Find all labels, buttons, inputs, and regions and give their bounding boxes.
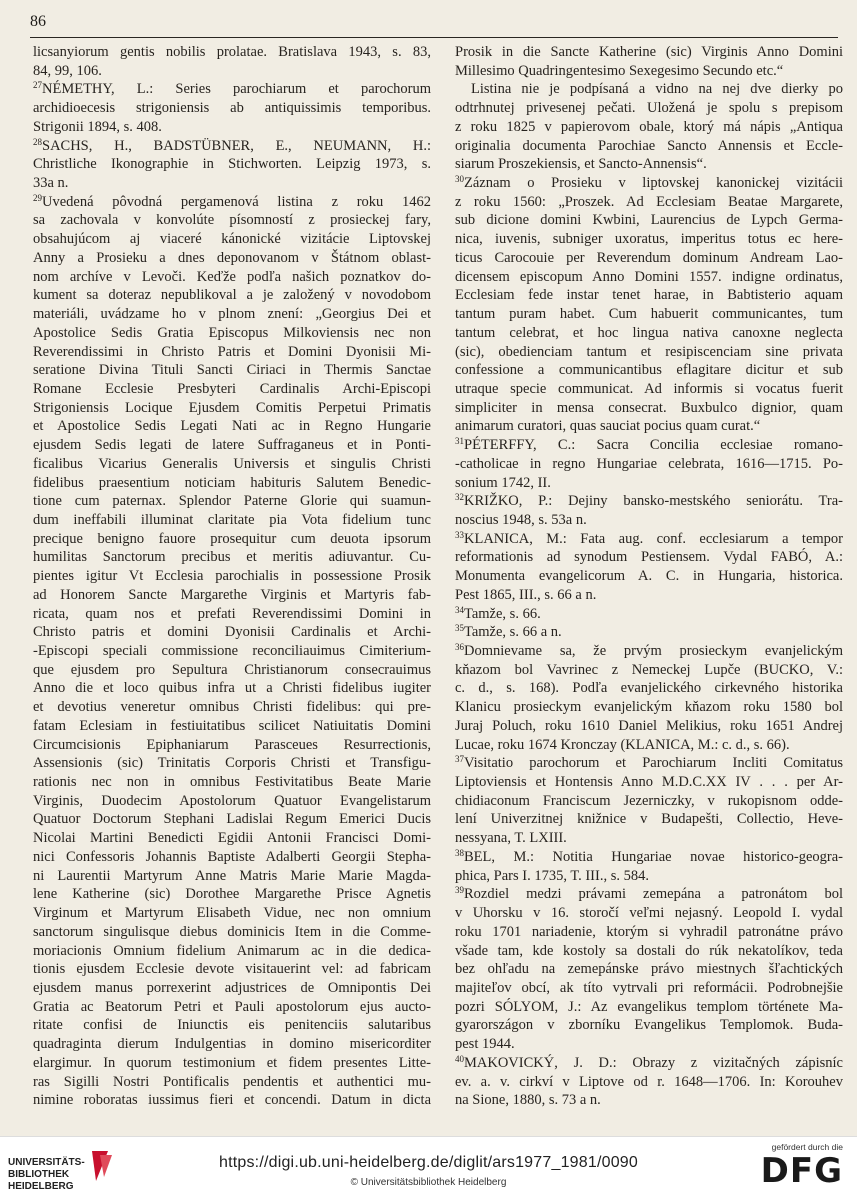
line-text: z roku 1560: „Proszek. Ad Ecclesiam Beatae Margarete,: [455, 193, 843, 210]
line-text: rationis nec non in omnibus Festivitatibus Beate Marie: [33, 774, 431, 791]
text-line: [455, 137, 843, 156]
line-text: archidioecesis strigoniensis ab antiquissimis temporibus.: [33, 100, 431, 117]
text-line: [455, 230, 843, 249]
line-text: seratione Divina Tituli Sancti Ciriaci in Thermis Sanctae: [33, 362, 431, 379]
text-line: [33, 268, 431, 287]
line-text: nessyana, T. LXIII.: [455, 830, 567, 847]
text-line: [455, 324, 843, 343]
text-line: [455, 642, 843, 661]
footnote-number: 40: [455, 1053, 464, 1064]
line-text: Lucae, roku 1674 Kronczay (KLANICA, M.: c. d., s. 66).: [455, 736, 790, 753]
text-line: [455, 1035, 843, 1054]
text-line: [33, 1016, 431, 1035]
line-text: Liptoviensis et Hontensis Anno M.D.C.XX IV . . . per Ar-: [455, 774, 843, 791]
text-line: [33, 436, 431, 455]
text-line: [455, 211, 843, 230]
text-line: [455, 43, 843, 62]
line-text: Strigoniensis Locique Ejusdem Comitis Perpetui Primatis: [33, 399, 431, 416]
text-line: [455, 118, 843, 137]
line-text: PÉTERFFY, C.: Sacra Concilia ecclesiae romano-: [464, 437, 843, 454]
line-text: ritate confisi de Iniunctis eis penitenciis salutaribus: [33, 1017, 431, 1034]
line-text: odtrhnutej privesenej pečati. Uložená je spolu s prepisom: [455, 100, 843, 117]
line-text: KRIŽKO, P.: Dejiny bansko-mestského seniorátu. Tra-: [464, 493, 843, 510]
text-line: [455, 380, 843, 399]
footnote-number: 37: [455, 754, 464, 765]
text-line: [33, 754, 431, 773]
text-line: [33, 155, 431, 174]
text-line: [455, 436, 843, 455]
line-text: fatam Eclesiam in festiuitatibus scilicet Natiuitatis Domini: [33, 717, 431, 734]
footnote-number: 27: [33, 80, 42, 91]
line-text: NÉMETHY, L.: Series parochiarum et parochorum: [42, 81, 431, 98]
line-text: BEL, M.: Notitia Hungariae novae historico-geogra-: [464, 848, 843, 865]
line-text: ficalibus Vicarius Generalis Universis et singulis Christi: [33, 455, 431, 472]
line-text: originalia documenta Parochiae Sancto Annensis et Eccle-: [455, 137, 843, 154]
text-line: [33, 324, 431, 343]
line-text: Uvedená pôvodná pergamenová listina z roku 1462: [42, 193, 431, 210]
footnote-number: 36: [455, 642, 464, 652]
text-line: [33, 80, 431, 99]
text-line: [455, 829, 843, 848]
line-text: quadraginta dierum Indulgentias in domino misericorditer: [33, 1036, 431, 1053]
text-line: [455, 792, 843, 811]
text-line: [33, 286, 431, 305]
line-text: Circumcisionis Epiphaniarum Parasceues Resurrectionis,: [33, 736, 431, 753]
line-text: Virginum et Martyrum Elisabeth Vidue, nec non omnium: [33, 905, 431, 922]
text-line: [455, 1054, 843, 1073]
text-line: [33, 137, 431, 156]
text-line: [33, 62, 431, 81]
text-line: [455, 998, 843, 1017]
line-text: ni Laurentii Martyrum Anne Matris Marie Marie Magda-: [33, 867, 431, 884]
line-text: lení Univerzitnej knižnice v Budapešti, Collectio, Heve-: [455, 811, 843, 828]
line-text: reformationis ad synodum Pestiensem. Vydal FABÓ, A.:: [455, 549, 843, 566]
line-text: simpliciter in mensa consecrat. Buxbulco dignior, quam: [455, 399, 843, 416]
footnote-number: 30: [455, 174, 464, 185]
text-line: [455, 679, 843, 698]
dfg-logo[interactable]: DFG: [760, 1151, 843, 1191]
line-text: ricata, quam nos et prefati Reverendissimi Domini in: [33, 605, 431, 622]
text-line: [33, 474, 431, 493]
footnote-number: 38: [455, 847, 464, 858]
text-line: [33, 998, 431, 1017]
line-text: Assensionis (sic) Trinitatis Corporis Christi et Transfigu-: [33, 755, 431, 772]
text-line: [33, 829, 431, 848]
text-line: [455, 417, 843, 436]
line-text: ras Sigilli Nostri Pontificalis pendentis et authentici mu-: [33, 1073, 431, 1090]
line-text: -catholicae in regno Hungariae celebrata, 1616—1715. Po-: [455, 455, 843, 472]
line-text: Christliche Ikonographie in Stichworten. Leipzig 1973, s.: [33, 156, 431, 173]
text-line: [455, 605, 843, 624]
line-text: nom archíve v Levoči. Keďže podľa našich poznatkov do-: [33, 268, 431, 285]
text-line: [455, 155, 843, 174]
line-text: 33a n.: [33, 175, 69, 192]
line-text: sa zachovala v konvolúte písomností z prosieckej fary,: [33, 212, 431, 229]
line-text: Strigonii 1894, s. 408.: [33, 118, 162, 135]
text-line: [455, 867, 843, 886]
line-text: ejusdem manus porrexerint adjustrices de Omnipontis Dei: [33, 979, 431, 996]
text-line: [33, 773, 431, 792]
text-line: [33, 885, 431, 904]
line-text: Rozdiel medzi právami zemepána a patronátom bol: [464, 886, 843, 903]
left-text-column: [33, 43, 431, 1110]
line-text: Prosik in die Sancte Katherine (sic) Virginis Anno Domini: [455, 44, 843, 60]
line-text: majiteľov obcí, ak títo vytrvali pri reformácii. Podrobnejšie: [455, 979, 843, 996]
line-text: Nicolai Martini Benedicti Egidii Antonii Francisci Domi-: [33, 830, 431, 847]
line-text: MAKOVICKÝ, J. D.: Obrazy z vizitačných zápisníc: [464, 1054, 843, 1071]
footnote-number: 33: [455, 529, 464, 540]
text-line: [455, 99, 843, 118]
doi-link[interactable]: https://digi.ub.uni-heidelberg.de/diglit/ars1977_1981/0090: [218, 1154, 638, 1171]
line-text: v Uhorsku v 16. storočí veľmi nejasný. Leopold I. vydal: [455, 905, 843, 922]
text-line: [33, 586, 431, 605]
text-line: [455, 810, 843, 829]
line-text: na Sione, 1880, s. 73 a n.: [455, 1092, 601, 1109]
line-text: všade tam, kde kostoly sa dostali do rúk nekatolíkov, teda: [455, 942, 843, 959]
text-line: [33, 605, 431, 624]
text-line: [33, 99, 431, 118]
text-line: [455, 474, 843, 493]
line-text: Apostolice Sedis Gratia Episcopus Milkoviensis nec non: [33, 324, 431, 341]
line-text: Ecclesiam fede instar tenet harae, in Babtisterio aquam: [455, 287, 843, 304]
line-text: chidiaconum Franciscum Jezerniczky, v rukopisnom odde-: [455, 792, 843, 809]
text-line: [33, 1073, 431, 1092]
text-line: [33, 548, 431, 567]
text-line: [33, 417, 431, 436]
line-text: que ejusdem pro Sepultura Christianorum consecrauimus: [33, 661, 431, 678]
line-text: Záznam o Prosieku v liptovskej kanonickej vizitácii: [464, 175, 843, 192]
text-line: [33, 174, 431, 193]
text-line: [455, 904, 843, 923]
line-text: Listina nie je podpísaná a vidno na nej dve dierky po: [471, 81, 843, 98]
text-line: [33, 979, 431, 998]
line-text: precique benigno fauore prosequitur cum deuota ipsorum: [33, 530, 431, 547]
line-text: noscius 1948, s. 53a n.: [455, 511, 587, 528]
text-line: [33, 642, 431, 661]
line-text: nici Confessoris Johannis Baptiste Adalberti Georgii Stepha-: [33, 848, 431, 865]
line-text: Virginis, Duodecim Apostolorum Quatuor Evangelistarum: [33, 792, 431, 809]
line-text: obsahujúcom aj viaceré kánonické vizitácie Liptovskej: [33, 231, 431, 248]
text-line: [455, 623, 843, 642]
right-text-column: [455, 43, 843, 1110]
line-text: z roku 1825 v papierovom obale, ktorý má nápis „Antiqua: [455, 118, 843, 135]
line-text: tantum puram habet. Cum habuerit communicantes, tum: [455, 306, 843, 323]
text-line: [455, 754, 843, 773]
line-text: tione cum paternax. Splendor Paterne Glorie qui suamun-: [33, 493, 431, 510]
footnote-number: 29: [33, 192, 42, 203]
text-line: [33, 698, 431, 717]
line-text: Tamže, s. 66 a n.: [464, 624, 562, 641]
line-text: utraque specie communicat. Ad informis si vocatus fuerit: [455, 380, 843, 397]
line-text: Anno die et loco quibus infra ut a Christi fidelibus iugiter: [33, 680, 431, 697]
line-text: Visitatio parochorum et Parochiarum Incliti Comitatus: [464, 755, 843, 772]
line-text: Monumenta evangelicorum A. C. in Hungaria, historica.: [455, 568, 843, 585]
text-line: [455, 942, 843, 961]
text-line: [455, 1091, 843, 1110]
text-line: [455, 960, 843, 979]
text-line: [33, 1035, 431, 1054]
line-text: ticus Carocouie per Reverendum dominum Andream Lao-: [455, 249, 843, 266]
text-line: [455, 361, 843, 380]
text-line: [33, 492, 431, 511]
page-number: 86: [30, 13, 46, 30]
line-text: Romane Ecclesie Presbyteri Cardinalis Archi-Episcopi: [33, 380, 431, 397]
text-line: [455, 249, 843, 268]
text-line: [33, 942, 431, 961]
text-line: [455, 548, 843, 567]
line-text: animarum curatori, quas sauciat pocius quam curat.“: [455, 418, 761, 435]
text-line: [455, 1016, 843, 1035]
text-line: [33, 867, 431, 886]
copyright-text: © Universitätsbibliothek Heidelberg: [350, 1177, 507, 1188]
line-text: kument sa doteraz nepublikoval a je založený v novodobom: [33, 287, 431, 304]
text-line: [455, 773, 843, 792]
line-text: 84, 99, 106.: [33, 62, 102, 79]
footnote-number: 31: [455, 436, 464, 447]
line-text: sonium 1742, II.: [455, 474, 551, 491]
line-text: moriacionis Omnium fidelium Animarum ac in die dedica-: [33, 942, 431, 959]
university-line-2: BIBLIOTHEK: [8, 1169, 70, 1180]
text-line: [455, 848, 843, 867]
text-line: [33, 736, 431, 755]
text-line: [33, 211, 431, 230]
line-text: licsanyiorum gentis nobilis prolatae. Bratislava 1943, s. 83,: [33, 44, 431, 60]
line-text: -Episcopi speciali commissione reconciliauimus Cimiterium-: [33, 643, 431, 659]
line-text: kňazom bol Vavrinec z Nemeckej Lupče (BUCKO, V.:: [455, 661, 843, 678]
text-line: [455, 193, 843, 212]
line-text: humilitas Sanctorum precibus et meritis adiuvantur. Cu-: [33, 549, 431, 566]
line-text: (sic), obedienciam tantum et resipiscenciam sine privata: [455, 343, 843, 360]
footnote-number: 34: [455, 604, 464, 615]
text-line: [33, 380, 431, 399]
text-line: [455, 736, 843, 755]
text-line: [33, 193, 431, 212]
text-line: [33, 1091, 431, 1110]
line-text: pozri SÓLYOM, J.: Az evangelikus templom története Ma-: [455, 998, 843, 1015]
text-line: [33, 810, 431, 829]
text-line: [33, 567, 431, 586]
line-text: Reverendissimi in Christo Patris et Domini Dyonisii Mi-: [33, 343, 431, 360]
text-line: [33, 661, 431, 680]
text-line: [455, 343, 843, 362]
text-line: [33, 43, 431, 62]
text-line: [455, 511, 843, 530]
line-text: Christo patris et domini Dyonisii Cardinalis et Archi-: [33, 624, 431, 641]
text-line: [33, 343, 431, 362]
text-line: [455, 305, 843, 324]
line-text: SACHS, H., BADSTÜBNER, E., NEUMANN, H.:: [42, 137, 431, 154]
text-line: [33, 679, 431, 698]
line-text: Klanicu prosieckym evanjelickým kňazom roku 1580 bol: [455, 699, 843, 716]
text-line: [455, 923, 843, 942]
footnote-number: 39: [455, 885, 464, 896]
text-line: [455, 62, 843, 81]
text-line: [33, 511, 431, 530]
text-line: [455, 174, 843, 193]
text-line: [33, 361, 431, 380]
header-rule: [30, 37, 838, 38]
line-text: ejusdem Sedis legati de latere Suffraganeus et in Ponti-: [33, 437, 431, 454]
line-text: Gratia ac Beatorum Petri et Pauli apostolorum ejus aucto-: [33, 998, 431, 1015]
line-text: sub dicione domini Kwbini, Laurencius de Lypch Germa-: [455, 212, 843, 229]
line-text: pest 1944.: [455, 1036, 515, 1053]
text-line: [455, 661, 843, 680]
line-text: confessione a communicantibus eflagitare dicitur et sub: [455, 362, 843, 379]
text-line: [33, 623, 431, 642]
line-text: Domnievame sa, že prvým prosieckym evanjelickým: [464, 643, 843, 659]
text-line: [455, 586, 843, 605]
footnote-number: 35: [455, 623, 464, 634]
text-line: [33, 230, 431, 249]
line-text: Pest 1865, III., s. 66 a n.: [455, 586, 597, 603]
line-text: fidelibus praesentium noticiam habituris Salutem Benedic-: [33, 474, 431, 491]
line-text: Quatuor Doctorum Stephani Ladislai Regum Emerici Ducis: [33, 811, 431, 828]
funded-by-text: gefördert durch die: [771, 1142, 843, 1152]
line-text: tionis ejusdem Ecclesie devote visitauerint vel: ad fabricam: [33, 961, 431, 978]
text-line: [33, 848, 431, 867]
line-text: ev. a. v. cirkví v Liptove od r. 1648—1706. In: Korouhev: [455, 1073, 843, 1090]
text-line: [33, 118, 431, 137]
line-text: Millesimo Quadringentesimo Sexegesimo Secundo etc.“: [455, 62, 784, 79]
text-line: [33, 249, 431, 268]
line-text: et devotius veneretur omnibus Christi fidelibus: qui pre-: [33, 699, 431, 716]
text-line: [455, 492, 843, 511]
line-text: tantum celebrat, et hoc lingua nativa canoxne neglecta: [455, 324, 843, 341]
text-line: [33, 792, 431, 811]
text-line: [33, 960, 431, 979]
line-text: Anny a Prosieku a dnes deponovanom v Štátnom oblast-: [33, 249, 431, 266]
text-line: [455, 286, 843, 305]
text-line: [455, 455, 843, 474]
line-text: Tamže, s. 66.: [464, 605, 541, 622]
line-text: dum ineffabili illuminat claritate pia Vota fidelium tunc: [33, 511, 431, 528]
footnote-number: 28: [33, 136, 42, 147]
line-text: Juraj Poluch, roku 1610 Daniel Melikius, roku 1651 Andrej: [455, 717, 843, 734]
line-text: gyarországon v zborníku Evangelikus Templomok. Buda-: [455, 1017, 843, 1034]
line-text: elargimur. In quorum testimonium et fidem presentes Litte-: [33, 1054, 431, 1071]
line-text: phica, Pars I. 1735, T. III., s. 584.: [455, 867, 649, 884]
line-text: materiáli, uvádzame ho v plnom znení: „Georgius Dei et: [33, 306, 431, 323]
text-line: [455, 698, 843, 717]
line-text: lene Katherine (sic) Dorothee Margarethe Prisce Agnetis: [33, 886, 431, 903]
text-line: [33, 399, 431, 418]
university-line-3: HEIDELBERG: [8, 1181, 74, 1192]
text-line: [455, 399, 843, 418]
line-text: dicensem episcopum Anno Domini 1557. indigne ordinatus,: [455, 268, 843, 285]
text-line: [33, 530, 431, 549]
footnote-number: 32: [455, 492, 464, 503]
line-text: KLANICA, M.: Fata aug. conf. ecclesiarum a tempor: [464, 530, 843, 547]
text-line: [455, 268, 843, 287]
line-text: sanctorum singulisque diebus dominicis Item in die Comme-: [33, 923, 431, 940]
line-text: c. d., s. 168). Podľa evanjelického cirkevného historika: [455, 680, 843, 697]
text-line: [33, 904, 431, 923]
text-line: [33, 717, 431, 736]
line-text: et Apostolice Sedis Legati Nati ac in Regno Hungarie: [33, 418, 431, 435]
line-text: nimine roboratas iussimus fieri et concendi. Datum in dicta: [33, 1092, 431, 1109]
text-line: [455, 717, 843, 736]
text-line: [455, 885, 843, 904]
text-line: [33, 305, 431, 324]
text-line: [455, 979, 843, 998]
text-line: [455, 530, 843, 549]
line-text: siarum Proszekiensis, et Sancto-Annensis“.: [455, 156, 707, 173]
text-line: [455, 1073, 843, 1092]
text-line: [455, 80, 843, 99]
line-text: ad Honorem Sancte Margarethe Virginis et Martyris fab-: [33, 586, 431, 603]
text-line: [455, 567, 843, 586]
university-line-1: UNIVERSITÄTS-: [8, 1157, 85, 1168]
text-line: [33, 923, 431, 942]
text-line: [33, 1054, 431, 1073]
text-line: [33, 455, 431, 474]
line-text: nica, iuvenis, subniger uxoratus, imperitus totus ec here-: [455, 231, 843, 248]
line-text: pientes igitur Vt Ecclesia parochialis in possessione Prosik: [33, 568, 431, 585]
line-text: roku 1701 nariadenie, ktorým si vyhradil patronátne právo: [455, 923, 843, 940]
footer-bar: [0, 1136, 857, 1196]
line-text: bez ohľadu na zemepánske právo miestnych šľachtických: [455, 961, 843, 978]
